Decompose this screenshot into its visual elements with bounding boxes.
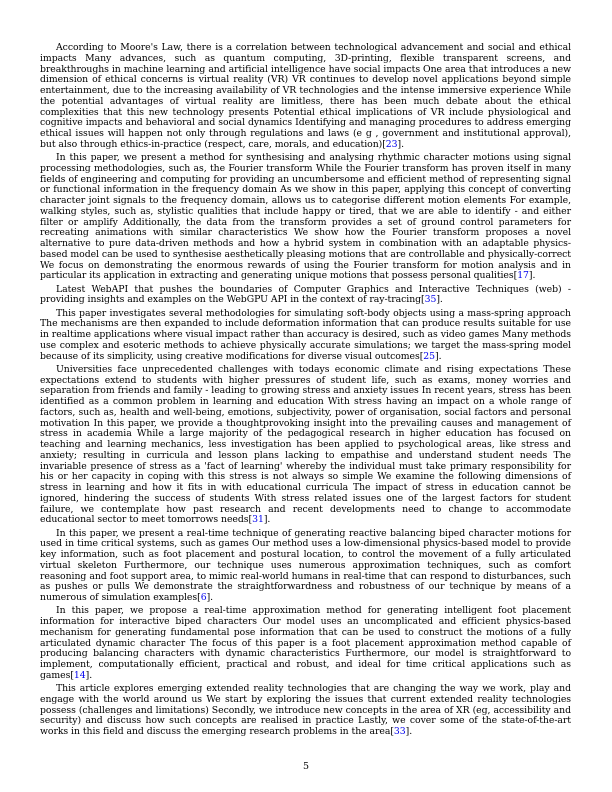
paragraph-text: ]. (528, 270, 536, 282)
paragraph (40, 529, 571, 604)
citation-link[interactable]: 31 (252, 514, 264, 526)
paragraph-text: According to Moore's Law, there is a correlation between technological advancement and social and ethical impacts Many advances, such as quantum computing, 3D-printing, flexible transparent screens, and breakthroughs in machine learning and artificial intelligence have social impacts One area that introduces a new dimension of ethical concerns is virtual reality (VR) VR continues to develop novel applications beyond simple entertainment, due to the increasing availability of VR technologies and the intense immersive experience While the potential advantages of virtual reality are limitless, there has been much debate about the ethical complexities that this new technology presents Potential ethical implications of VR include physiological and cognitive impacts and behavioral and social dynamics Identifying and managing procedures to address emerging ethical issues will happen not only through regulations and laws (e g , government and institutional approval), but also through ethics-in-practice (respect, care, morals, and education)[ (40, 42, 571, 150)
citation-link[interactable]: 25 (423, 350, 436, 362)
citation-link[interactable]: 14 (73, 669, 86, 681)
paragraph-text: ]. (263, 514, 271, 526)
paragraph (40, 153, 571, 282)
paragraph-text: Universities face unprecedented challenges with todays economic climate and rising expectations These expectations extend to students with higher pressures of student life, such as exams, money worries and separation from friends and family - leading to growing stress and anxiety issues In recent years, stress has been identified as a common problem in learning and education With stress having an impact on a whole range of factors, such as, health and well-being, emotions, subjectivity, power of organisation, social factors and personal motivation In this paper, we provide a thoughtprovoking insight into the prevailing causes and management of stress in academia While a large majority of the pedagogical research in higher education has focused on teaching and learning mechanics, less investigation has been applied to psychological areas, like stress and anxiety; resulting in curricula and lesson plans lacking to empathise and understand student needs The invariable presence of stress as a 'fact of learning' whereby the individual must take primary responsibility for his or her capacity in coping with this stress is not always so simple We examine the following dimensions of stress in learning and how it fits in with educational curricula The impact of stress in education cannot be ignored, hindering the success of students With stress related issues one of the largest factors for student failure, we contemplate how past research and recent developments need to change to accommodate educational sector to meet tomorrows needs[ (40, 363, 571, 526)
citation-link[interactable]: 17 (517, 270, 529, 282)
citation-link[interactable]: 35 (424, 294, 437, 306)
paragraph-text: This article explores emerging extended reality technologies that are changing the way we work, play and engage with the world around us We start by exploring the issues that current extended reality technologies possess (challenges and limitations) Secondly, we introduce new concepts in the area of XR (eg, accessibility and security) and discuss how such concepts are realised in practice Lastly, we cover some of the state-of-the-art works in this field and discuss the emerging research problems in the area[ (40, 683, 571, 737)
citation-link[interactable]: 6 (200, 592, 207, 603)
paragraph (40, 365, 571, 526)
paragraph (40, 43, 571, 151)
paragraph-text: This paper investigates several methodologies for simulating soft-body objects using a mass-spring approach The mechanisms are then expanded to include deformation information that can produce results suitable for use in realtime applications where visual impact rather than accuracy is desired, such as video games Many methods use complex and esoteric methods to achieve physically accurate simulations; we target the mass-spring model because of its simplicity, using creative modifications for diverse visual outcomes[ (40, 307, 571, 362)
citation-link[interactable]: 33 (393, 726, 406, 737)
paragraph-text: Latest WebAPI that pushes the boundaries of Computer Graphics and Interactive Techniques (web) - providing insights and examples on the WebGPU API in the context of ray-tracing[ (40, 283, 571, 306)
paragraph (40, 606, 571, 681)
paragraph-text: ]. (397, 138, 405, 150)
paragraph-text: ]. (206, 592, 214, 603)
paragraph-text: ]. (435, 350, 442, 362)
paragraph (40, 285, 571, 307)
paragraph-text: In this paper, we propose a real-time approximation method for generating intelligent foot placement information for interactive biped characters Our model uses an uncomplicated and efficient physics-based mechanism for generating fundamental pose information that can be used to construct the motions of a fully articulated dynamic character The focus of this paper is a foot placement approximation method capable of producing balancing characters with dynamic characteristics Furthermore, our model is straightforward to implement, computationally efficient, practical and robust, and ideal for time critical applications such as games[ (40, 605, 571, 681)
page-number: 5 (302, 761, 310, 772)
paragraph (40, 309, 571, 363)
paragraph-text: In this paper, we present a real-time technique of generating reactive balancing biped character motions for used in time critical systems, such as games Our method uses a low-dimensional physics-based model to provide key information, such as foot placement and postural location, to control the movement of a fully articulated virtual skeleton Furthermore, our technique uses numerous approximation techniques, such as comfort reasoning and foot support area, to mimic real-world humans in real-time that can respond to disturbances, such as pushes or pulls We demonstrate the straightforwardness and robustness of our technique by means of a numerous of simulation examples[ (40, 527, 571, 603)
paragraph (40, 684, 571, 738)
paragraph-text: ]. (85, 669, 93, 681)
paragraph-text: ]. (405, 726, 413, 737)
paper-body (40, 43, 571, 740)
paragraph-text: ]. (436, 294, 443, 306)
citation-link[interactable]: 23 (385, 138, 398, 150)
paragraph-text: In this paper, we present a method for synthesising and analysing rhythmic character motions using signal processing methodologies, such as, the Fourier transform While the Fourier transform has proven itself in many fields of engineering and computing for providing an uncumbersome and efficient method of representing signal or functional information in the frequency domain As we show in this paper, applying this concept of converting character joint signals to the frequency domain, allows us to categorise different motion elements For example, walking styles, such as, stylistic qualities that include happy or tired, that we are able to identify - and either filter or amplify Additionally, the data from the transform provides a set of ground control parameters for recreating animations with similar characteristics We show how the Fourier transform proposes a novel alternative to pure data-driven methods and how a hybrid system in combination with an adaptable physics-based model can be used to synthesise aesthetically pleasing motions that are controllable and physically-correct We focus on demonstrating the enormous rewards of using the Fourier transform for motion analysis and in particular its application in extracting and generating unique motions that possess personal qualities[ (40, 152, 571, 282)
